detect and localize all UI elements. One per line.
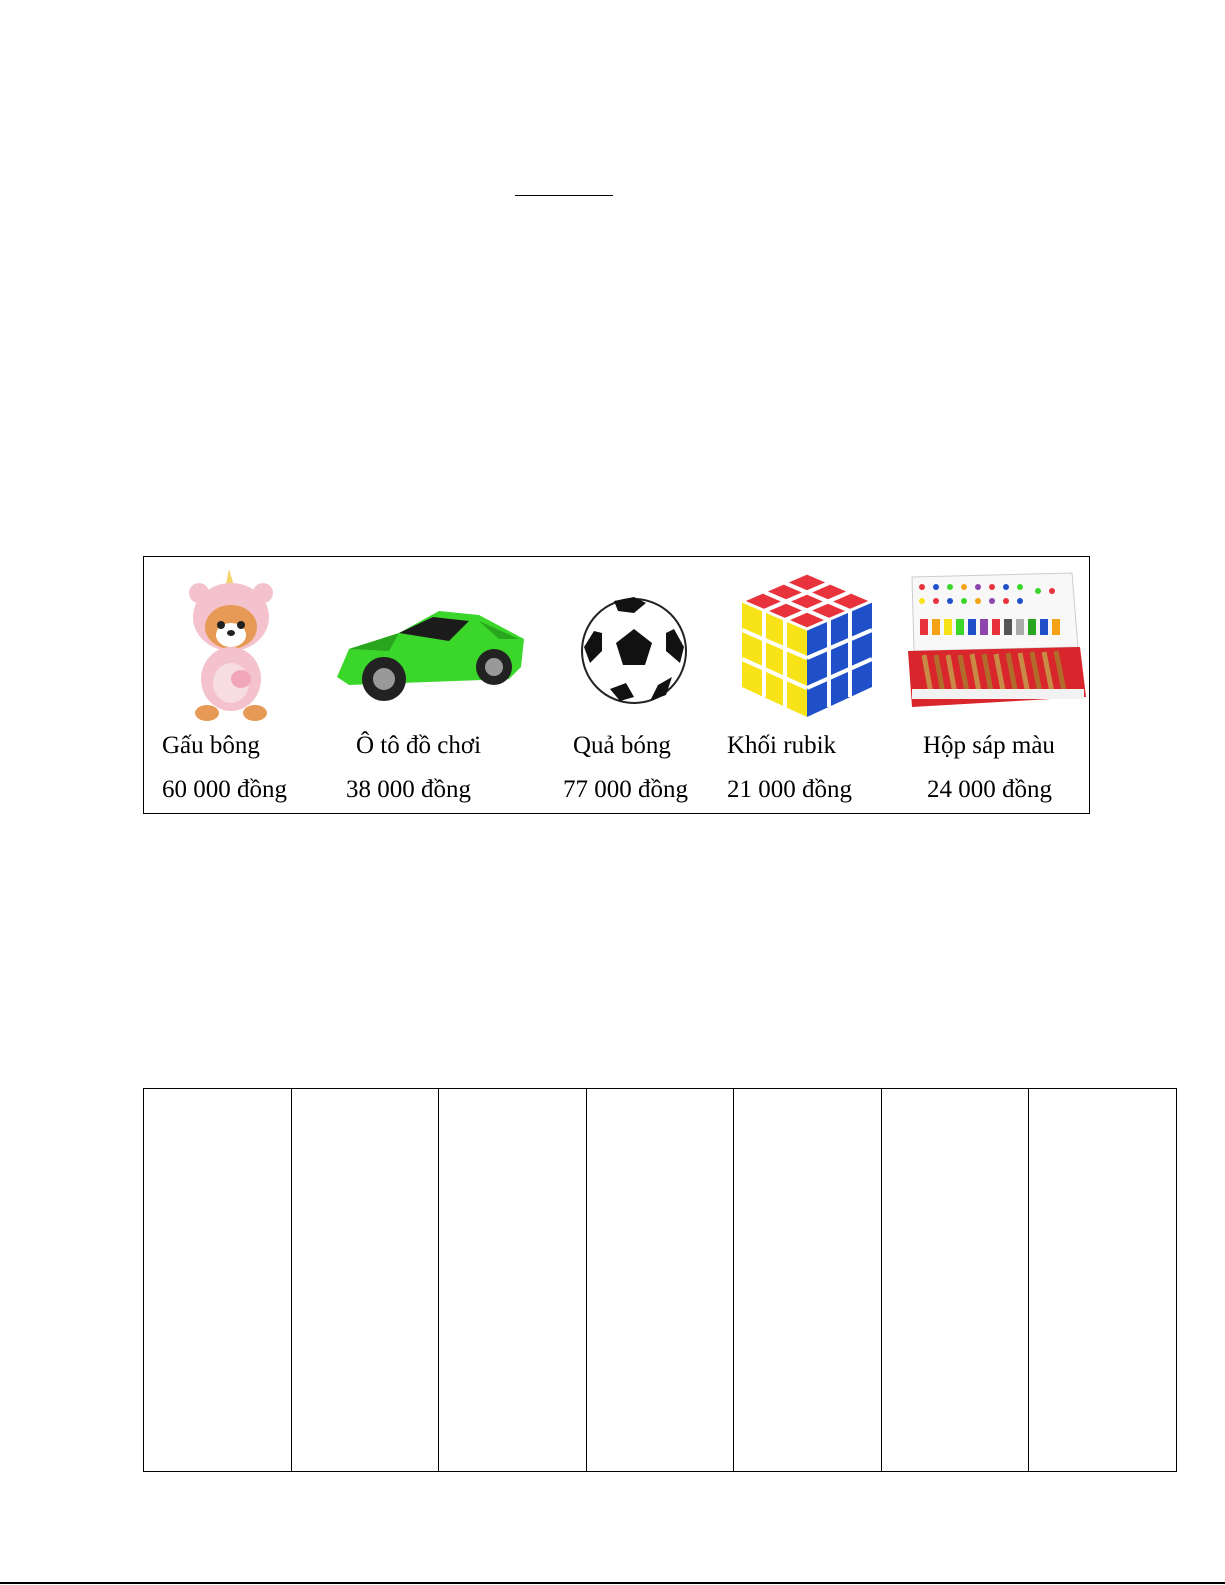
- table-row: [144, 1089, 1177, 1472]
- toy-car-icon: [319, 567, 539, 727]
- blank-underline: [515, 195, 613, 196]
- table-cell[interactable]: [881, 1089, 1029, 1472]
- product-name: Hộp sáp màu: [923, 732, 1055, 759]
- table-cell[interactable]: [291, 1089, 439, 1472]
- table-cell[interactable]: [586, 1089, 734, 1472]
- product-soccer-ball: [549, 557, 719, 813]
- product-name: Khối rubik: [727, 732, 837, 759]
- product-rubik-cube: [724, 557, 889, 813]
- crayon-box-icon: [899, 567, 1089, 727]
- product-name: Quả bóng: [573, 732, 671, 759]
- table-cell[interactable]: [439, 1089, 587, 1472]
- product-price: 60 000 đồng: [162, 776, 287, 803]
- product-price: 77 000 đồng: [563, 776, 688, 803]
- product-name: Ô tô đồ chơi: [356, 732, 482, 759]
- product-panel: [143, 556, 1090, 814]
- answer-table: [143, 1088, 1177, 1472]
- product-toy-car: [319, 557, 539, 813]
- product-price: 24 000 đồng: [927, 776, 1052, 803]
- product-price: 21 000 đồng: [727, 776, 852, 803]
- product-price: 38 000 đồng: [346, 776, 471, 803]
- product-teddy-bear: [144, 557, 319, 813]
- bottom-rule: [0, 1582, 1225, 1584]
- product-crayon-box: [899, 557, 1089, 813]
- teddy-bear-icon: [144, 567, 319, 727]
- table-cell[interactable]: [1029, 1089, 1177, 1472]
- table-cell[interactable]: [734, 1089, 882, 1472]
- rubik-cube-icon: [724, 567, 889, 727]
- product-name: Gấu bông: [162, 732, 260, 759]
- soccer-ball-icon: [549, 567, 719, 727]
- table-cell[interactable]: [144, 1089, 292, 1472]
